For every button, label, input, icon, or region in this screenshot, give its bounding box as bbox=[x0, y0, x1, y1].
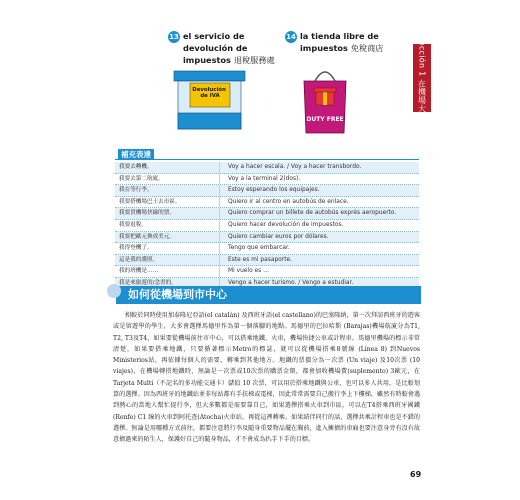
vocab-chinese: 免稅商店 bbox=[350, 43, 384, 53]
expression-spanish: Estoy esperando los equipajes. bbox=[228, 187, 320, 194]
expression-row bbox=[115, 208, 419, 220]
expression-chinese: 我要去第二航廈。 bbox=[115, 174, 220, 185]
vocab-spanish: el servicio de devolución de impuestos bbox=[183, 31, 248, 65]
expression-chinese: 我要把歐元換成美元。 bbox=[115, 232, 220, 243]
duty-free-bag-label: DUTY FREE bbox=[306, 116, 344, 123]
expression-chinese: 我的班機是…… bbox=[115, 266, 220, 277]
expression-row bbox=[115, 232, 419, 244]
vocab-spanish: la tienda libre de impuestos bbox=[300, 31, 379, 53]
expressions-table bbox=[115, 162, 419, 290]
expression-row bbox=[115, 266, 419, 278]
section-title: 如何從機場到市中心 bbox=[128, 288, 227, 301]
expression-row bbox=[115, 220, 419, 232]
expression-chinese: 我是來旅遊的/念書的。 bbox=[115, 278, 220, 289]
expression-spanish: Quiero comprar un billete de autobús exprés aeropuerto. bbox=[228, 210, 397, 217]
section-circle-icon bbox=[107, 284, 121, 298]
duty-free-bag-illustration bbox=[300, 63, 350, 135]
expression-spanish: Quiero cambiar euros por dólares. bbox=[228, 233, 329, 240]
expression-chinese: 我要退稅。 bbox=[115, 220, 220, 231]
expression-chinese: 我要買機場快線的票。 bbox=[115, 208, 220, 219]
expression-chinese: 我要搭機場巴士去市區。 bbox=[115, 197, 220, 208]
expression-spanish: Quiero ir al centro en autobús de enlace. bbox=[228, 198, 349, 205]
expression-spanish: Vengo a hacer turismo. / Vengo a estudiar. bbox=[228, 279, 354, 286]
expression-chinese: 我得登機了。 bbox=[115, 243, 220, 254]
expression-chinese: 我要去轉機。 bbox=[115, 162, 220, 173]
expression-chinese: 這是我的護照。 bbox=[115, 255, 220, 266]
expression-spanish: Quiero hacer devolución de impuestos. bbox=[228, 221, 344, 228]
vocab-item-13 bbox=[168, 30, 283, 66]
tax-refund-booth-illustration bbox=[172, 63, 247, 133]
expression-spanish: Este es mi pasaporte. bbox=[228, 256, 293, 263]
expressions-header bbox=[115, 149, 419, 160]
page-number: 69 bbox=[410, 470, 422, 479]
lesson-side-tab bbox=[413, 35, 431, 121]
lesson-side-tab-label: Lección 1 在機場大廳 bbox=[417, 35, 427, 121]
expressions-rule bbox=[115, 159, 419, 160]
expression-chinese: 我在等行李。 bbox=[115, 185, 220, 196]
expression-row bbox=[115, 197, 419, 209]
body-paragraph: 相較於同時使用加泰隆尼亞語(el catalán) 及西班牙語(el castellano)的巴塞隆納，第一次拜訪西班牙的遊客或是留遊學的學生，大多會選擇馬德里作為第一個落腳的地點。馬德里的巴拉哈斯 (Barajas)機場航廈分為T1, T2, T3及T4，如果要從機場前往市中心，可以搭乘地鐵、火車，機場快捷公車或計程車。馬德里機場的標示非常清楚，如果要搭乘地鐵，只要循著標示Metro的標誌，就可以從機場搭乘8號線 (Línea 8) 到Nuevos Ministerios站，再依據每個人的需要，轉乘到其他地方。地鐵的票價分為一次票 (Un viaje) 及10次票 (10 viajes)，在機場轉搭地鐵時，無論是一次票或10次票的購票金額，都會加收機場費(suplemento) 3歐元，在 Tarjeta Multi（不記名的多功能交通卡）儲值 10 次票，可以用於搭乘地鐵與公車，也可以多人共用，是比較划算的選擇。因為西班牙的地鐵站並非每站都有手扶梯或電梯，因此常常需要自己搬行李上下樓梯，雖然有時較會遇到熱心的當地人幫忙提行李，但大多數都是需要靠自己，如果選擇搭乘火車到市區，可以在T4搭乘西班牙國鐵(Renfe) C1 線的火車到阿托查(Atocha)火車站，再從這裡轉乘。如果結伴同行的話，選擇共乘計程車也是不錯的選擇。無論是用哪種方式前往，都要注意將行李及隨身重要物品擺在胸前，進入擁擠的車廂也要注意身旁有沒有故意擠過來的陌生人，保護好自己的隨身物品，才不會成為扒手下手的目標。 bbox=[113, 312, 420, 444]
expression-row bbox=[115, 185, 419, 197]
expression-spanish: Mi vuelo es … bbox=[228, 268, 270, 275]
expression-spanish: Tengo que embarcar. bbox=[228, 245, 290, 252]
vocab-chinese: 退稅服務處 bbox=[233, 55, 275, 65]
tax-refund-sign-text: Devolución de IVA bbox=[192, 87, 226, 99]
expression-row bbox=[115, 243, 419, 255]
expression-row bbox=[115, 255, 419, 267]
expression-spanish: Voy a hacer escala. / Voy a hacer transbordo. bbox=[228, 164, 362, 170]
expressions-title: 補充表達 bbox=[118, 149, 154, 160]
expression-row bbox=[115, 162, 419, 174]
expression-spanish: Voy a la terminal 2(dos). bbox=[228, 175, 301, 182]
expression-row bbox=[115, 174, 419, 186]
vocab-number-badge: 14 bbox=[286, 33, 296, 41]
vocab-term bbox=[300, 30, 400, 54]
vocab-term bbox=[183, 30, 283, 66]
vocab-number-badge: 13 bbox=[169, 33, 179, 41]
vocab-item-14 bbox=[285, 30, 400, 54]
